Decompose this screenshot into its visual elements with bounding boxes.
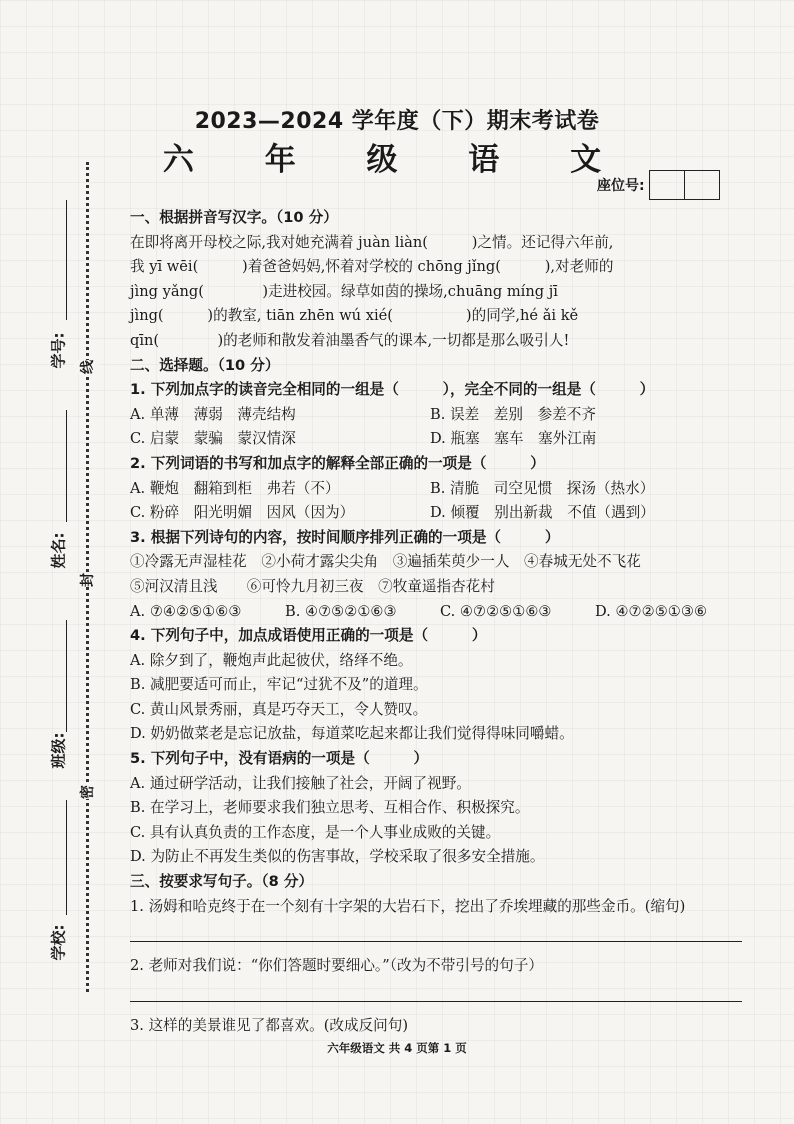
school-field[interactable] <box>66 800 67 915</box>
exam-title: 2023—2024 学年度（下）期末考试卷 <box>194 109 600 134</box>
option-c[interactable]: C. 启蒙 蒙骗 蒙汉情深 <box>130 430 296 448</box>
option-a[interactable]: A. 单薄 薄弱 薄壳结构 <box>130 405 296 423</box>
option-a[interactable]: A. ⑦④②⑤①⑥③ <box>130 602 242 620</box>
option-a[interactable]: A. 通过研学活动，让我们接触了社会，开阔了视野。 <box>130 774 471 792</box>
seal-char-seal: 封 <box>75 573 99 587</box>
option-c[interactable]: C. 黄山风景秀丽，真是巧夺天工，令人赞叹。 <box>130 700 428 718</box>
exam-content <box>130 206 750 1038</box>
section-1-heading: 一、根据拼音写汉字。（10 分） <box>130 209 338 226</box>
question-2-2-options <box>130 477 750 502</box>
seal-char-secret: 密 <box>75 785 99 799</box>
seat-number-label: 座位号: <box>597 178 645 194</box>
pinyin-line: jìng yǎng( )走进校园。绿草如茵的操场,chuāng míng jī <box>130 282 558 300</box>
option-a[interactable]: A. 鞭炮 翻箱到柜 弗若（不） <box>130 479 340 497</box>
pinyin-line: 我 yī wēi( )着爸爸妈妈,怀着对学校的 chōng jǐng( ),对老师的 <box>130 258 614 276</box>
option-b[interactable]: B. 在学习上，老师要求我们独立思考、互相合作、积极探究。 <box>130 799 530 817</box>
name-field[interactable] <box>66 410 67 522</box>
question-2-1-options <box>130 427 750 452</box>
seal-char-line: 线 <box>75 360 99 374</box>
seat-number <box>597 170 720 200</box>
question-2-2-stem: 2. 下列词语的书写和加点字的解释全部正确的一项是（ ） <box>130 454 545 472</box>
student-number-field[interactable] <box>66 200 67 320</box>
question-2-1-options <box>130 403 750 428</box>
pinyin-line: 在即将离开母校之际,我对她充满着 juàn liàn( )之情。还记得六年前, <box>130 233 614 251</box>
seat-box-2[interactable] <box>685 170 720 200</box>
question-3-1: 1. 汤姆和哈克终于在一个刻有十字架的大岩石下，挖出了乔埃埋藏的那些金币。(缩句) <box>130 897 686 915</box>
exam-subject: 六 年 级 语 文 <box>162 142 632 178</box>
option-c[interactable]: C. ④⑦②⑤①⑥③ <box>440 602 552 620</box>
pinyin-line: qīn( )的老师和散发着油墨香气的课本,一切都是那么吸引人! <box>130 331 570 349</box>
student-number-label: 学号: <box>49 332 68 369</box>
section-2-heading: 二、选择题。（10 分） <box>130 356 280 374</box>
option-b[interactable]: B. ④⑦⑤②①⑥③ <box>285 602 397 620</box>
question-2-3-options <box>130 600 750 625</box>
option-b[interactable]: B. 误差 差别 参差不齐 <box>430 405 596 423</box>
question-3-2: 2. 老师对我们说：“你们答题时要细心。”（改为不带引号的句子） <box>130 957 543 975</box>
option-c[interactable]: C. 具有认真负责的工作态度，是一个人事业成败的关键。 <box>130 823 501 841</box>
option-d[interactable]: D. 为防止不再发生类似的伤害事故，学校采取了很多安全措施。 <box>130 848 545 866</box>
question-2-1-stem: 1. 下列加点字的读音完全相同的一组是（ ），完全不同的一组是（ ） <box>130 381 655 399</box>
option-b[interactable]: B. 减肥要适可而止，牢记“过犹不及”的道理。 <box>130 676 428 694</box>
answer-line[interactable] <box>130 941 742 942</box>
class-label: 班级: <box>49 732 68 769</box>
pinyin-line: jìng( )的教室, tiān zhēn wú xié( )的同学,hé ǎi kě <box>130 307 579 325</box>
page-footer: 六年级语文 共 4 页第 1 页 <box>327 1041 467 1055</box>
answer-line[interactable] <box>130 1001 742 1002</box>
question-2-2-options <box>130 501 750 526</box>
option-d[interactable]: D. ④⑦②⑤①③⑥ <box>595 602 708 620</box>
option-d[interactable]: D. 奶奶做菜老是忘记放盐，每道菜吃起来都让我们觉得得味同嚼蜡。 <box>130 725 574 743</box>
option-a[interactable]: A. 除夕到了，鞭炮声此起彼伏，络绎不绝。 <box>130 651 413 669</box>
question-3-3: 3. 这样的美景谁见了都喜欢。(改成反问句) <box>130 1016 409 1034</box>
seat-box-1[interactable] <box>649 170 685 200</box>
poem-list: ⑤河汉清且浅 ⑥可怜九月初三夜 ⑦牧童遥指杏花村 <box>130 577 495 595</box>
option-d[interactable]: D. 瓶塞 塞车 塞外江南 <box>430 430 597 448</box>
school-label: 学校: <box>49 924 68 961</box>
option-d[interactable]: D. 倾覆 别出新裁 不值（遇到） <box>430 504 655 522</box>
question-2-4-stem: 4. 下列句子中，加点成语使用正确的一项是（ ） <box>130 627 487 645</box>
option-b[interactable]: B. 清脆 司空见惯 探汤（热水） <box>430 479 655 497</box>
option-c[interactable]: C. 粉碎 阳光明媚 因风（因为） <box>130 504 355 522</box>
name-label: 姓名: <box>49 532 68 569</box>
question-2-3-stem: 3. 根据下列诗句的内容，按时间顺序排列正确的一项是（ ） <box>130 528 560 546</box>
question-2-5-stem: 5. 下列句子中，没有语病的一项是（ ） <box>130 750 429 768</box>
poem-list: ①冷露无声湿桂花 ②小荷才露尖尖角 ③遍插茱萸少一人 ④春城无处不飞花 <box>130 553 641 571</box>
section-3-heading: 三、按要求写句子。（8 分） <box>130 873 314 891</box>
class-field[interactable] <box>66 620 67 732</box>
